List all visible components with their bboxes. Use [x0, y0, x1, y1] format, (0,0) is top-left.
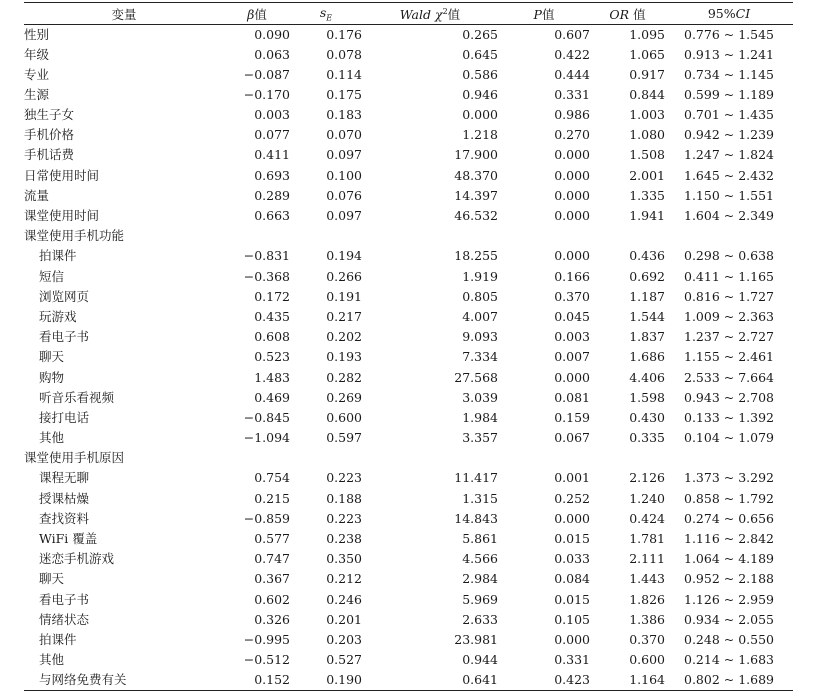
cell-variable: 玩游戏 [39, 308, 77, 324]
cell-or: 1.187 [629, 288, 665, 304]
cell-wald: 0.805 [462, 288, 498, 304]
cell-wald: 17.900 [454, 147, 498, 163]
table-row [24, 650, 793, 670]
cell-variable: 独生子女 [24, 107, 75, 123]
cell-wald: 1.984 [462, 409, 498, 425]
cell-beta: −0.995 [243, 631, 290, 647]
cell-se: 0.266 [326, 268, 362, 284]
cell-variable: 手机价格 [24, 127, 75, 143]
table-row [24, 509, 793, 529]
cell-beta: 0.077 [254, 127, 290, 143]
cell-ci: 1.373 ~ 3.292 [684, 470, 774, 486]
cell-variable: 性别 [24, 26, 50, 42]
cell-or: 1.686 [629, 349, 665, 365]
cell-variable: 购物 [39, 369, 65, 385]
cell-or: 2.126 [629, 470, 665, 486]
cell-ci: 0.701 ~ 1.435 [684, 107, 774, 123]
cell-variable: 授课枯燥 [39, 490, 90, 506]
cell-variable: 课堂使用手机功能 [24, 228, 125, 244]
cell-ci: 2.533 ~ 7.664 [684, 369, 774, 385]
cell-variable: WiFi 覆盖 [39, 531, 98, 547]
cell-or: 1.941 [629, 208, 665, 224]
cell-wald: 2.633 [462, 611, 498, 627]
table-row [24, 25, 793, 45]
cell-beta: 0.063 [254, 46, 290, 62]
cell-se: 0.183 [326, 107, 362, 123]
cell-wald: 1.919 [462, 268, 498, 284]
cell-p: 0.000 [554, 147, 590, 163]
cell-ci: 1.009 ~ 2.363 [684, 308, 774, 324]
table-row [24, 226, 793, 246]
cell-variable: 与网络免费有关 [24, 671, 224, 691]
header-variable: 变量 [24, 3, 224, 25]
cell-se: 0.193 [326, 349, 362, 365]
cell-se: 0.070 [326, 127, 362, 143]
header-row [24, 3, 793, 25]
cell-ci: 0.599 ~ 1.189 [684, 86, 774, 102]
cell-variable: 查找资料 [39, 510, 90, 526]
cell-or [590, 226, 665, 246]
cell-p: 0.252 [554, 490, 590, 506]
cell-p: 0.986 [554, 107, 590, 123]
cell-p: 0.331 [554, 86, 590, 102]
cell-or: 1.095 [629, 26, 665, 42]
table-row [24, 206, 793, 226]
cell-variable: 情绪状态 [39, 611, 90, 627]
cell-ci: 0.133 ~ 1.392 [684, 409, 774, 425]
table-row [24, 408, 793, 428]
cell-variable: 课程无聊 [39, 470, 90, 486]
cell-se: 0.223 [326, 510, 362, 526]
cell-beta: 1.483 [254, 369, 290, 385]
cell-variable: 看电子书 [39, 591, 90, 607]
cell-beta: 0.523 [254, 349, 290, 365]
cell-p: 0.607 [554, 26, 590, 42]
cell-ci: 0.858 ~ 1.792 [684, 490, 774, 506]
cell-variable: 手机话费 [24, 147, 75, 163]
header-beta: β值 [224, 3, 290, 25]
cell-p: 0.067 [554, 430, 590, 446]
cell-wald: 2.984 [462, 571, 498, 587]
cell-se: 0.190 [290, 671, 362, 691]
cell-or: 0.844 [629, 86, 665, 102]
cell-beta: −0.845 [243, 409, 290, 425]
cell-beta: 0.326 [254, 611, 290, 627]
cell-se: 0.191 [326, 288, 362, 304]
header-se: $s_E$ [290, 3, 362, 25]
cell-wald: 5.861 [462, 531, 498, 547]
cell-beta: 0.411 [254, 147, 290, 163]
cell-beta: −0.170 [243, 86, 290, 102]
header-ci: 95%CI [665, 3, 793, 25]
cell-p: 0.000 [554, 248, 590, 264]
cell-or: 0.335 [629, 430, 665, 446]
cell-or: 1.240 [629, 490, 665, 506]
cell-p: 0.270 [554, 127, 590, 143]
cell-wald: 0.265 [462, 26, 498, 42]
table-row [24, 125, 793, 145]
header-wald: Wald $\chi^2$值 [362, 3, 498, 25]
cell-se: 0.078 [326, 46, 362, 62]
table-row [24, 590, 793, 610]
cell-ci: 0.734 ~ 1.145 [684, 66, 774, 82]
cell-wald: 0.946 [462, 86, 498, 102]
cell-beta: −0.859 [243, 510, 290, 526]
cell-variable: 看电子书 [39, 329, 90, 345]
table-row [24, 166, 793, 186]
cell-beta: −0.512 [243, 652, 290, 668]
cell-variable: 迷恋手机游戏 [39, 551, 115, 567]
cell-ci: 1.150 ~ 1.551 [684, 187, 774, 203]
cell-se: 0.246 [326, 591, 362, 607]
cell-wald: 0.641 [362, 671, 498, 691]
cell-ci: 0.248 ~ 0.550 [684, 631, 774, 647]
cell-beta: 0.289 [254, 187, 290, 203]
cell-se: 0.194 [326, 248, 362, 264]
cell-p: 0.000 [554, 187, 590, 203]
cell-p: 0.084 [554, 571, 590, 587]
cell-variable: 生源 [24, 86, 50, 102]
cell-beta [224, 448, 290, 468]
table-row [24, 85, 793, 105]
table-row [24, 287, 793, 307]
cell-variable: 日常使用时间 [24, 167, 100, 183]
cell-p: 0.000 [554, 631, 590, 647]
table-row [24, 428, 793, 448]
cell-ci: 0.274 ~ 0.656 [684, 510, 774, 526]
cell-wald: 4.566 [462, 551, 498, 567]
cell-or: 0.600 [629, 652, 665, 668]
cell-ci: 0.104 ~ 1.079 [684, 430, 774, 446]
cell-variable: 年级 [24, 46, 50, 62]
cell-wald [362, 226, 498, 246]
cell-ci: 0.802 ~ 1.689 [665, 671, 793, 691]
cell-ci: 1.155 ~ 2.461 [684, 349, 774, 365]
cell-or: 1.335 [629, 187, 665, 203]
cell-variable: 其他 [39, 652, 65, 668]
cell-wald: 5.969 [462, 591, 498, 607]
table-row [24, 327, 793, 347]
cell-variable: 拍课件 [39, 248, 77, 264]
cell-or: 4.406 [629, 369, 665, 385]
cell-or: 0.430 [629, 409, 665, 425]
table-body [24, 25, 793, 691]
table-row [24, 307, 793, 327]
cell-or: 1.164 [590, 671, 665, 691]
cell-se: 0.282 [326, 369, 362, 385]
cell-wald: 46.532 [454, 208, 498, 224]
cell-beta [224, 226, 290, 246]
cell-ci: 0.952 ~ 2.188 [684, 571, 774, 587]
cell-ci: 0.816 ~ 1.727 [684, 288, 774, 304]
cell-variable: 拍课件 [39, 631, 77, 647]
table-row [24, 388, 793, 408]
table-row [24, 146, 793, 166]
cell-ci: 0.942 ~ 1.239 [684, 127, 774, 143]
cell-beta: −1.094 [243, 430, 290, 446]
cell-se: 0.350 [326, 551, 362, 567]
table-row [24, 348, 793, 368]
cell-or: 0.424 [629, 510, 665, 526]
cell-se [290, 448, 362, 468]
cell-p: 0.444 [554, 66, 590, 82]
cell-se: 0.176 [326, 26, 362, 42]
regression-table [24, 2, 793, 691]
cell-ci: 1.116 ~ 2.842 [684, 531, 774, 547]
cell-se: 0.527 [326, 652, 362, 668]
cell-variable: 聊天 [39, 349, 65, 365]
cell-ci [665, 448, 793, 468]
table-row [24, 630, 793, 650]
cell-se: 0.188 [326, 490, 362, 506]
cell-se [290, 226, 362, 246]
cell-p: 0.166 [554, 268, 590, 284]
cell-p: 0.045 [554, 308, 590, 324]
cell-beta: 0.577 [254, 531, 290, 547]
cell-wald: 1.315 [462, 490, 498, 506]
cell-se: 0.212 [326, 571, 362, 587]
cell-variable: 聊天 [39, 571, 65, 587]
table-row [24, 65, 793, 85]
cell-wald: 11.417 [454, 470, 498, 486]
cell-wald: 4.007 [462, 308, 498, 324]
cell-variable: 专业 [24, 66, 50, 82]
cell-se: 0.238 [326, 531, 362, 547]
cell-beta: 0.754 [254, 470, 290, 486]
cell-p: 0.000 [554, 510, 590, 526]
cell-beta: 0.152 [224, 671, 290, 691]
cell-or: 1.544 [629, 308, 665, 324]
cell-or: 0.436 [629, 248, 665, 264]
cell-p: 0.423 [498, 671, 590, 691]
cell-p: 0.001 [554, 470, 590, 486]
cell-ci: 1.645 ~ 2.432 [684, 167, 774, 183]
cell-or: 1.065 [629, 46, 665, 62]
cell-se: 0.076 [326, 187, 362, 203]
cell-p: 0.000 [554, 208, 590, 224]
cell-se: 0.223 [326, 470, 362, 486]
cell-wald: 23.981 [454, 631, 498, 647]
cell-wald: 0.645 [462, 46, 498, 62]
cell-wald: 14.843 [454, 510, 498, 526]
cell-beta: 0.367 [254, 571, 290, 587]
cell-ci: 1.604 ~ 2.349 [684, 208, 774, 224]
cell-or: 1.837 [629, 329, 665, 345]
cell-beta: 0.215 [254, 490, 290, 506]
cell-p [498, 226, 590, 246]
cell-wald: 27.568 [454, 369, 498, 385]
cell-or: 1.443 [629, 571, 665, 587]
cell-ci [665, 226, 793, 246]
cell-beta: −0.087 [243, 66, 290, 82]
cell-ci: 0.943 ~ 2.708 [684, 389, 774, 405]
table-header [24, 3, 793, 25]
table-row [24, 610, 793, 630]
table-row [24, 570, 793, 590]
cell-or: 1.826 [629, 591, 665, 607]
cell-wald: 0.000 [462, 107, 498, 123]
cell-p: 0.003 [554, 329, 590, 345]
cell-se: 0.202 [326, 329, 362, 345]
cell-p: 0.000 [554, 167, 590, 183]
cell-wald: 14.397 [454, 187, 498, 203]
table-row [24, 549, 793, 569]
cell-se: 0.217 [326, 308, 362, 324]
cell-wald: 1.218 [462, 127, 498, 143]
cell-p: 0.105 [554, 611, 590, 627]
cell-p: 0.422 [554, 46, 590, 62]
cell-p: 0.007 [554, 349, 590, 365]
cell-ci: 0.298 ~ 0.638 [684, 248, 774, 264]
cell-beta: 0.602 [254, 591, 290, 607]
cell-ci: 1.126 ~ 2.959 [684, 591, 774, 607]
cell-variable: 流量 [24, 187, 50, 203]
cell-ci: 0.411 ~ 1.165 [684, 268, 774, 284]
cell-variable: 短信 [39, 268, 65, 284]
table-row [24, 448, 793, 468]
cell-or: 0.370 [629, 631, 665, 647]
cell-ci: 0.913 ~ 1.241 [684, 46, 774, 62]
header-or: OR 值 [590, 3, 665, 25]
cell-p [498, 448, 590, 468]
cell-beta: 0.469 [254, 389, 290, 405]
cell-or: 1.781 [629, 531, 665, 547]
cell-or: 1.508 [629, 147, 665, 163]
cell-ci: 1.237 ~ 2.727 [684, 329, 774, 345]
cell-variable: 接打电话 [39, 409, 90, 425]
header-p: P值 [498, 3, 590, 25]
cell-p: 0.015 [554, 531, 590, 547]
cell-beta: 0.747 [254, 551, 290, 567]
cell-beta: −0.368 [243, 268, 290, 284]
cell-se: 0.114 [326, 66, 362, 82]
cell-beta: −0.831 [243, 248, 290, 264]
cell-p: 0.159 [554, 409, 590, 425]
cell-or: 0.917 [629, 66, 665, 82]
cell-variable: 其他 [39, 430, 65, 446]
cell-beta: 0.090 [254, 26, 290, 42]
cell-or: 2.001 [629, 167, 665, 183]
cell-variable: 课堂使用手机原因 [24, 450, 125, 466]
cell-wald: 7.334 [462, 349, 498, 365]
cell-variable: 浏览网页 [39, 288, 90, 304]
table-row [24, 247, 793, 267]
cell-beta: 0.172 [254, 288, 290, 304]
cell-or: 2.111 [629, 551, 665, 567]
cell-wald: 18.255 [454, 248, 498, 264]
cell-se: 0.269 [326, 389, 362, 405]
cell-ci: 0.214 ~ 1.683 [684, 652, 774, 668]
cell-beta: 0.003 [254, 107, 290, 123]
cell-se: 0.100 [326, 167, 362, 183]
table-row [24, 489, 793, 509]
cell-p: 0.370 [554, 288, 590, 304]
cell-se: 0.097 [326, 147, 362, 163]
table-row [24, 671, 793, 691]
cell-se: 0.097 [326, 208, 362, 224]
cell-p: 0.033 [554, 551, 590, 567]
cell-p: 0.000 [554, 369, 590, 385]
cell-or: 1.080 [629, 127, 665, 143]
cell-se: 0.597 [326, 430, 362, 446]
cell-ci: 0.776 ~ 1.545 [684, 26, 774, 42]
cell-beta: 0.608 [254, 329, 290, 345]
cell-wald: 0.944 [462, 652, 498, 668]
table-row [24, 469, 793, 489]
cell-beta: 0.693 [254, 167, 290, 183]
cell-se: 0.201 [326, 611, 362, 627]
table-row [24, 267, 793, 287]
cell-wald: 0.586 [462, 66, 498, 82]
table-row [24, 186, 793, 206]
cell-se: 0.203 [326, 631, 362, 647]
cell-wald: 3.357 [462, 430, 498, 446]
table-row [24, 368, 793, 388]
cell-or: 1.598 [629, 389, 665, 405]
cell-or [590, 448, 665, 468]
cell-variable: 听音乐看视频 [39, 389, 115, 405]
cell-p: 0.331 [554, 652, 590, 668]
cell-p: 0.081 [554, 389, 590, 405]
cell-ci: 1.247 ~ 1.824 [684, 147, 774, 163]
table-row [24, 105, 793, 125]
cell-or: 0.692 [629, 268, 665, 284]
cell-wald: 48.370 [454, 167, 498, 183]
cell-wald [362, 448, 498, 468]
cell-or: 1.386 [629, 611, 665, 627]
cell-beta: 0.435 [254, 308, 290, 324]
cell-wald: 3.039 [462, 389, 498, 405]
cell-or: 1.003 [629, 107, 665, 123]
cell-ci: 1.064 ~ 4.189 [684, 551, 774, 567]
cell-beta: 0.663 [254, 208, 290, 224]
cell-se: 0.600 [326, 409, 362, 425]
table-row [24, 529, 793, 549]
cell-variable: 课堂使用时间 [24, 208, 100, 224]
cell-p: 0.015 [554, 591, 590, 607]
cell-wald: 9.093 [462, 329, 498, 345]
table-row [24, 45, 793, 65]
cell-se: 0.175 [326, 86, 362, 102]
cell-ci: 0.934 ~ 2.055 [684, 611, 774, 627]
